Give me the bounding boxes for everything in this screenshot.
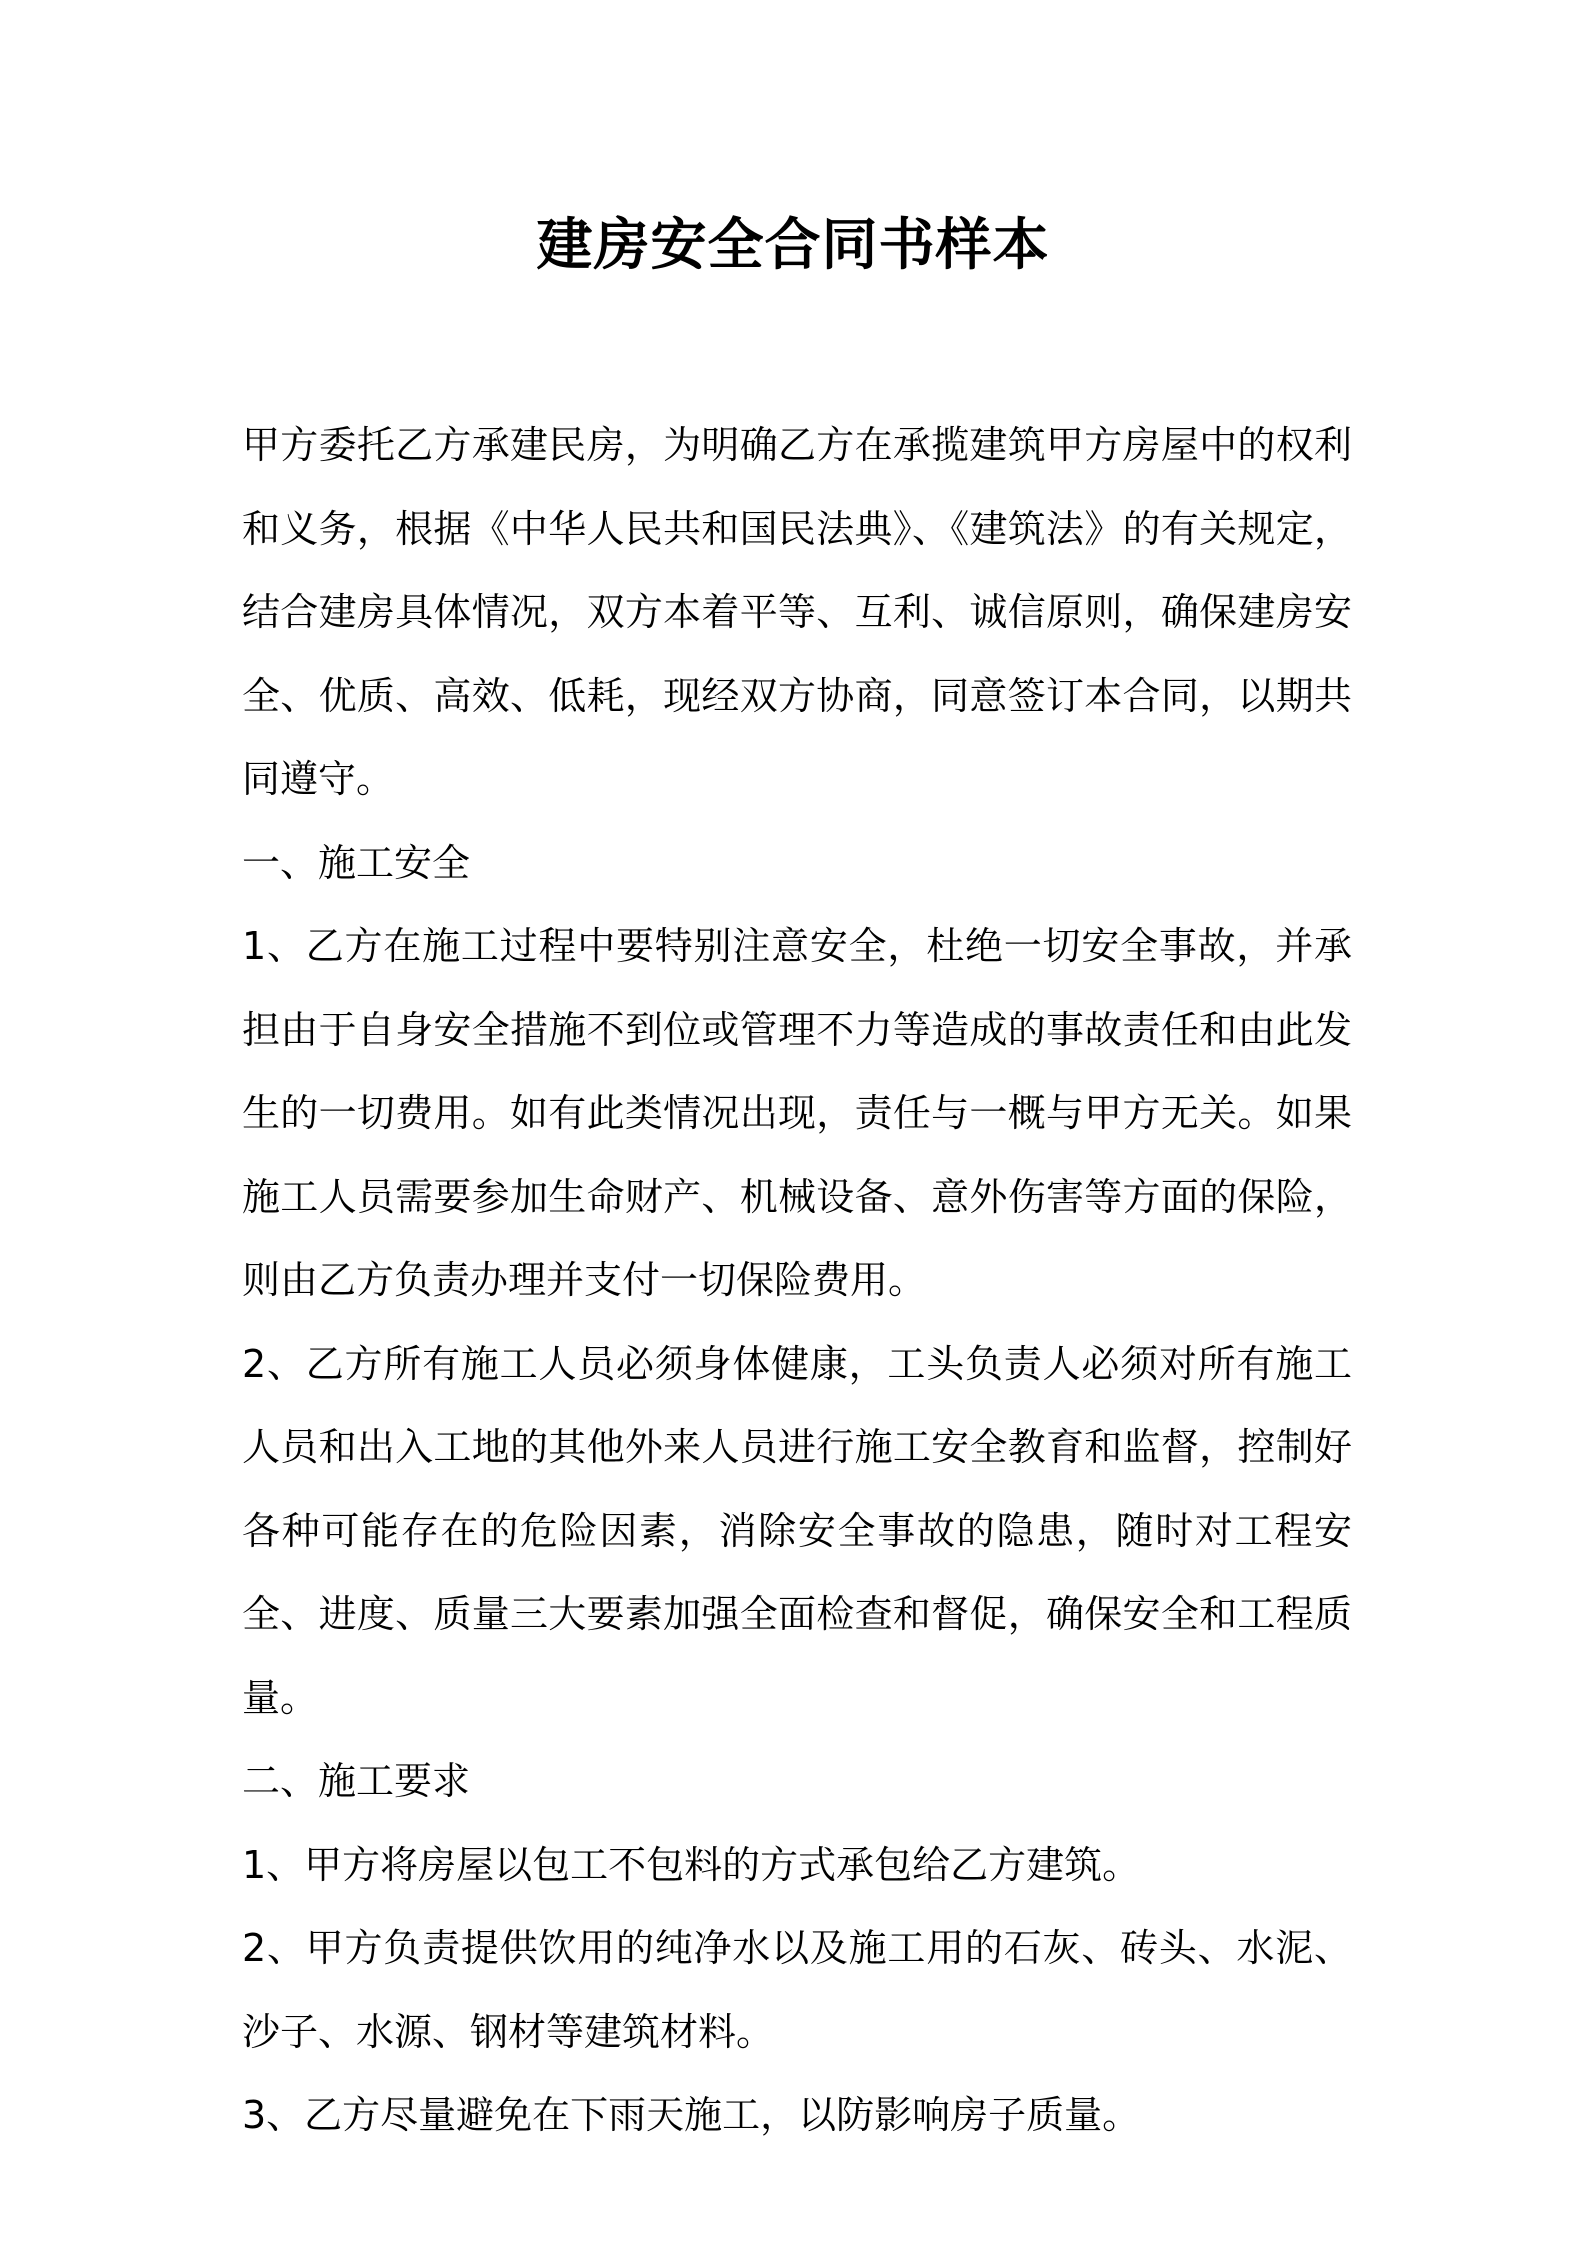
document-title: 建房安全合同书样本	[536, 213, 1050, 278]
section-heading-construction-safety: 一、施工安全	[242, 840, 471, 885]
intro-paragraph: 甲方委托乙方承建民房，为明确乙方在承揽建筑甲方房屋中的权利和义务，根据《中华人民共和国民法典》、《建筑法》的有关规定，结合建房具体情况，双方本着平等、互利、诚信原则，确保建房安全、优质、高效、低耗，现经双方协商，同意签订本合同，以期共同遵守。	[242, 423, 1352, 801]
requirement-clause-3: 3、乙方尽量避免在下雨天施工，以防影响房子质量。	[242, 2093, 1141, 2137]
requirement-clause-1: 1、甲方将房屋以包工不包料的方式承包给乙方建筑。	[242, 1842, 1141, 1887]
safety-clause-2: 2、乙方所有施工人员必须身体健康，工头负责人必须对所有施工人员和出入工地的其他外来人员进行施工安全教育和监督，控制好各种可能存在的危险因素，消除安全事故的隐患，随时对工程安全、进度、质量三大要素加强全面检查和督促，确保安全和工程质量。	[242, 1341, 1352, 1720]
section-heading-construction-requirements: 二、施工要求	[242, 1759, 471, 1803]
requirement-clause-2: 2、甲方负责提供饮用的纯净水以及施工用的石灰、砖头、水泥、沙子、水源、钢材等建筑材料。	[242, 1926, 1352, 2054]
document-body	[242, 404, 1352, 2158]
safety-clause-1: 1、乙方在施工过程中要特别注意安全，杜绝一切安全事故，并承担由于自身安全措施不到位或管理不力等造成的事故责任和由此发生的一切费用。如有此类情况出现，责任与一概与甲方无关。如果施工人员需要参加生命财产、机械设备、意外伤害等方面的保险，则由乙方负责办理并支付一切保险费用。	[242, 924, 1352, 1302]
